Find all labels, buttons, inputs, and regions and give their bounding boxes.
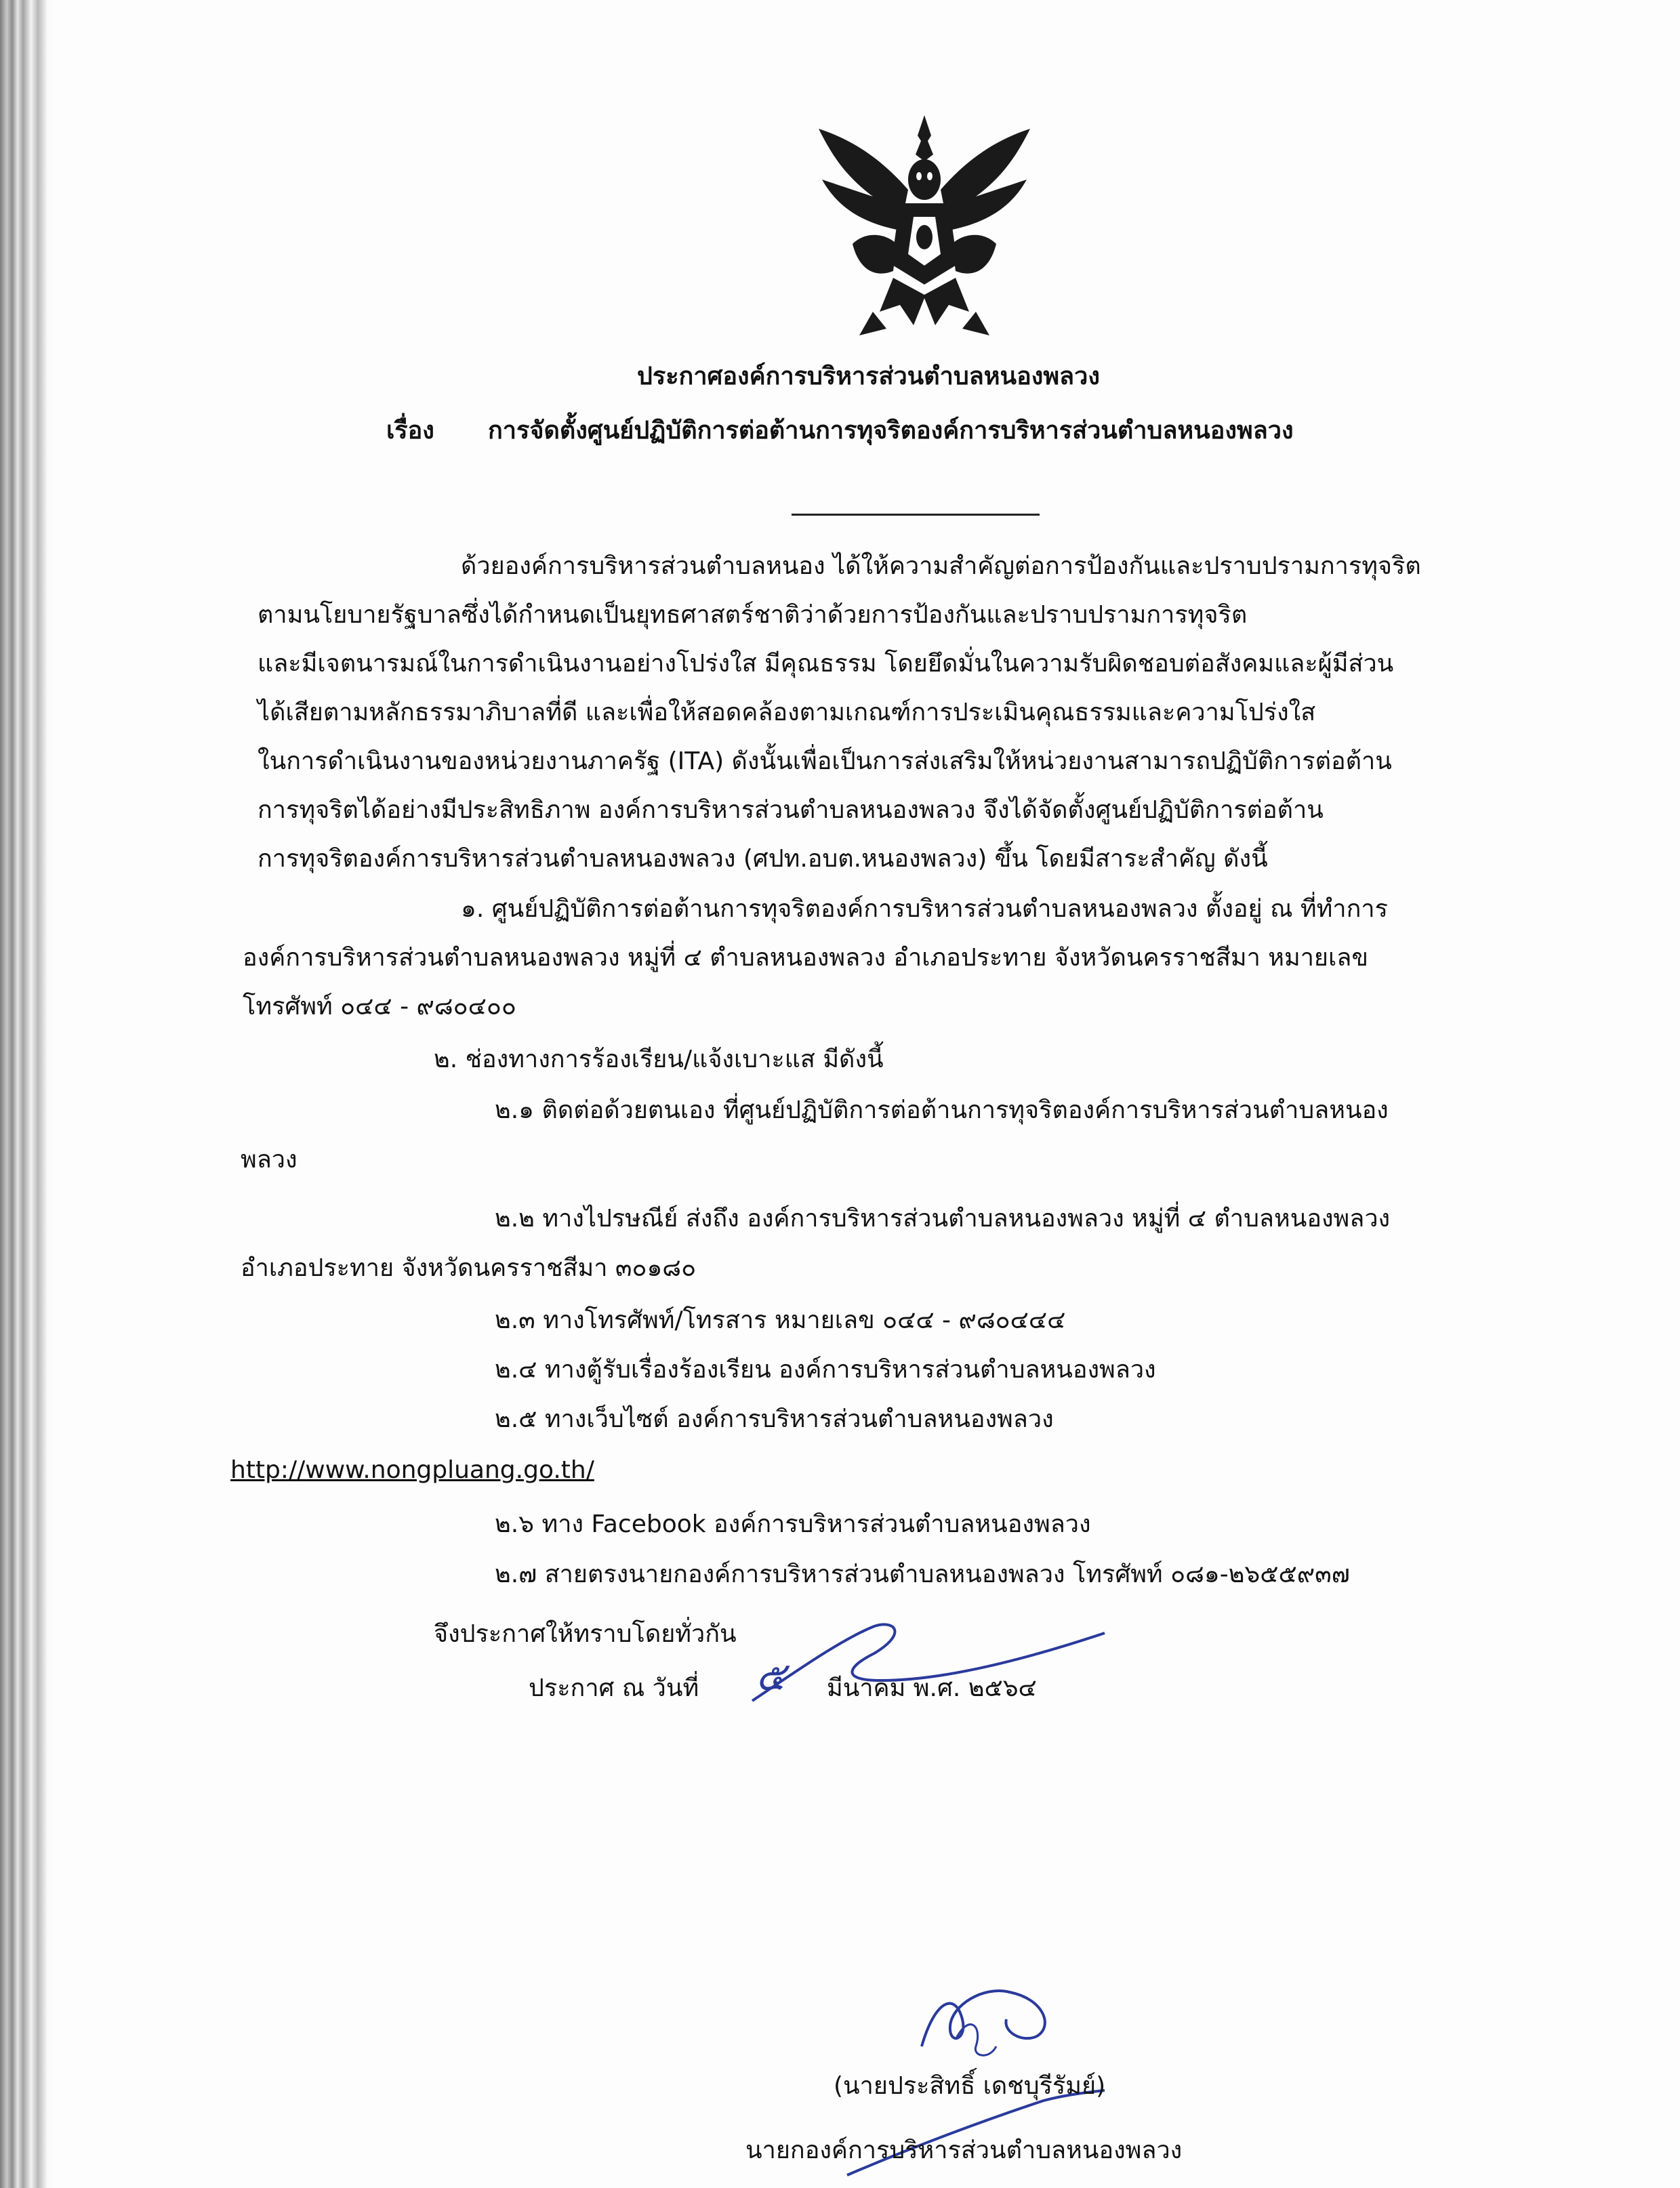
- item-2-4: ๒.๔ ทางตู้รับเรื่องร้องเรียน องค์การบริหารส่วนตำบลหนองพลวง: [495, 1356, 1156, 1384]
- intro-line-7: การทุจริตองค์การบริหารส่วนตำบลหนองพลวง (ศปท.อบต.หนองพลวง) ขึ้น โดยมีสาระสำคัญ ดังนี้: [258, 845, 1268, 873]
- garuda-emblem-icon: [812, 108, 1037, 339]
- item-2-2-line-2: อำเภอประทาย จังหวัดนครราชสีมา ๓๐๑๘๐: [241, 1254, 697, 1282]
- item-2-1-line-2: พลวง: [241, 1146, 298, 1174]
- intro-line-1: ด้วยองค์การบริหารส่วนตำบลหนอง ได้ให้ความสำคัญต่อการป้องกันและปราบปรามการทุจริต: [461, 552, 1421, 580]
- website-link[interactable]: http://www.nongpluang.go.th/: [230, 1456, 594, 1484]
- date-month-year: มีนาคม พ.ศ. ๒๕๖๔: [827, 1674, 1037, 1702]
- date-day-handwritten: ๕: [756, 1653, 785, 1699]
- announcement-title: ประกาศองค์การบริหารส่วนตำบลหนองพลวง: [637, 363, 1100, 390]
- item-2-heading: ๒. ช่องทางการร้องเรียน/แจ้งเบาะแส มีดังนี้: [434, 1046, 884, 1073]
- item-2-5: ๒.๕ ทางเว็บไซต์ องค์การบริหารส่วนตำบลหนองพลวง: [495, 1405, 1054, 1433]
- signer-position: นายกองค์การบริหารส่วนตำบลหนองพลวง: [745, 2137, 1183, 2164]
- subject-text: การจัดตั้งศูนย์ปฏิบัติการต่อต้านการทุจริตองค์การบริหารส่วนตำบลหนองพลวง: [488, 417, 1294, 445]
- subject-label: เรื่อง: [386, 417, 434, 445]
- item-1-line-2: องค์การบริหารส่วนตำบลหนองพลวง หมู่ที่ ๔ ตำบลหนองพลวง อำเภอประทาย จังหวัดนครราชสีมา หมายเลข: [243, 944, 1368, 972]
- title-divider: [792, 514, 1040, 516]
- intro-line-6: การทุจริตได้อย่างมีประสิทธิภาพ องค์การบริหารส่วนตำบลหนองพลวง จึงได้จัดตั้งศูนย์ปฏิบัติการต่อต้าน: [258, 796, 1324, 824]
- item-2-2-line-1: ๒.๒ ทางไปรษณีย์ ส่งถึง องค์การบริหารส่วนตำบลหนองพลวง หมู่ที่ ๔ ตำบลหนองพลวง: [495, 1205, 1391, 1233]
- approval-stroke-icon: [739, 1579, 1118, 1748]
- item-2-6: ๒.๖ ทาง Facebook องค์การบริหารส่วนตำบลหนองพลวง: [495, 1510, 1091, 1538]
- item-2-7: ๒.๗ สายตรงนายกองค์การบริหารส่วนตำบลหนองพลวง โทรศัพท์ ๐๘๑-๒๖๕๕๙๓๗: [495, 1561, 1350, 1588]
- signature-icon: [908, 1945, 1084, 2080]
- scan-binding-edge: [0, 0, 54, 2188]
- closing-statement: จึงประกาศให้ทราบโดยทั่วกัน: [434, 1620, 737, 1648]
- intro-line-4: ได้เสียตามหลักธรรมาภิบาลที่ดี และเพื่อให้สอดคล้องตามเกณฑ์การประเมินคุณธรรมและความโปร่งใส: [258, 699, 1316, 726]
- signer-name: (นายประสิทธิ์ เดชบุรีรัมย์): [834, 2072, 1106, 2100]
- item-1-line-3: โทรศัพท์ ๐๔๔ - ๙๘๐๔๐๐: [243, 993, 516, 1020]
- item-2-3: ๒.๓ ทางโทรศัพท์/โทรสาร หมายเลข ๐๔๔ - ๙๘๐๔๔๔: [495, 1306, 1066, 1334]
- intro-line-5: ในการดำเนินงานของหน่วยงานภาครัฐ (ITA) ดังนั้นเพื่อเป็นการส่งเสริมให้หน่วยงานสามารถปฏิบัติการต่อต้าน: [258, 747, 1392, 775]
- intro-line-3: และมีเจตนารมณ์ในการดำเนินงานอย่างโปร่งใส มีคุณธรรม โดยยึดมั่นในความรับผิดชอบต่อสังคมและผู้มีส่วน: [258, 650, 1394, 678]
- intro-line-2: ตามนโยบายรัฐบาลซึ่งได้กำหนดเป็นยุทธศาสตร์ชาติว่าด้วยการป้องกันและปราบปรามการทุจริต: [258, 601, 1248, 629]
- item-1-line-1: ๑. ศูนย์ปฏิบัติการต่อต้านการทุจริตองค์การบริหารส่วนตำบลหนองพลวง ตั้งอยู่ ณ ที่ทำการ: [461, 895, 1388, 923]
- item-2-1-line-1: ๒.๑ ติดต่อด้วยตนเอง ที่ศูนย์ปฏิบัติการต่อต้านการทุจริตองค์การบริหารส่วนตำบลหนอง: [495, 1096, 1389, 1124]
- date-prefix: ประกาศ ณ วันที่: [529, 1674, 699, 1702]
